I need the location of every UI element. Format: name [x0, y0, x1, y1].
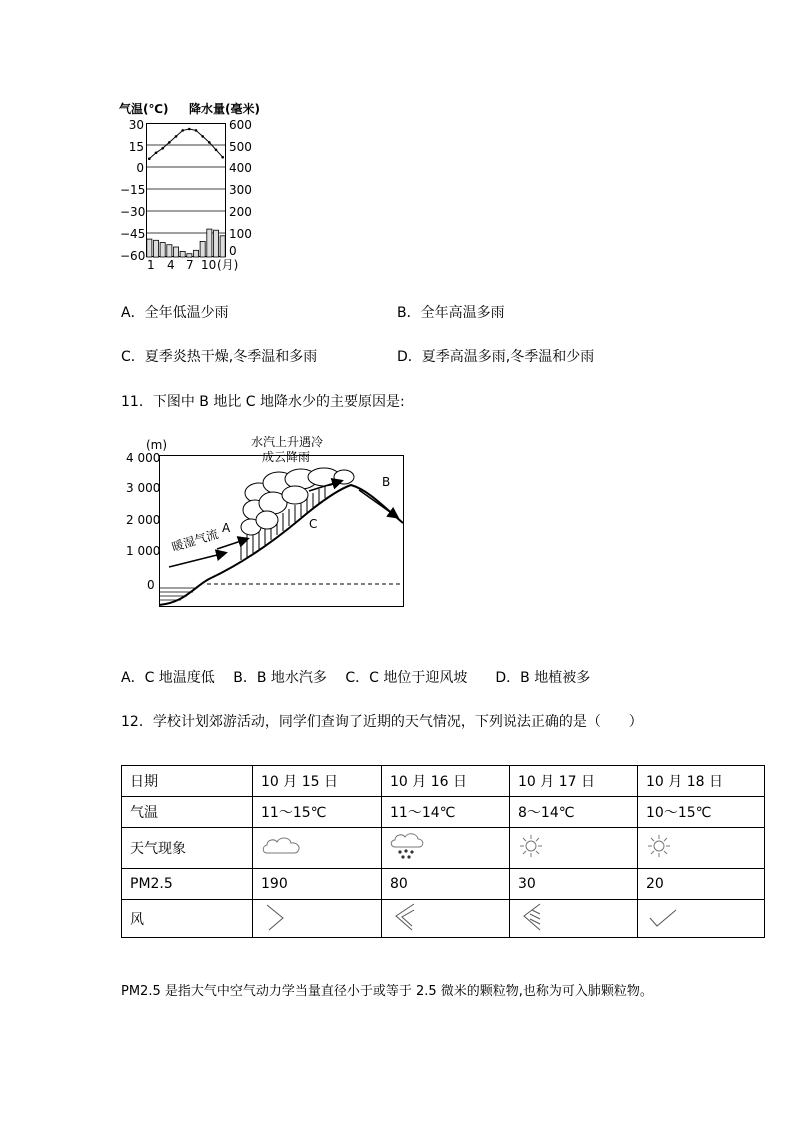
temperature-point — [175, 135, 178, 138]
precip-bar — [160, 243, 165, 258]
temp-tick: 15 — [128, 140, 144, 154]
table-header: 10 月 17 日 — [510, 766, 638, 797]
table-row — [122, 766, 765, 797]
q10-option-d: D．夏季高温多雨,冬季温和少雨 — [397, 349, 595, 365]
table-cell: 11～15℃ — [253, 797, 382, 828]
q11-stem: 11．下图中 B 地比 C 地降水少的主要原因是: — [121, 394, 405, 410]
temp-tick: −45 — [120, 227, 146, 241]
wind-symbol-icon — [518, 902, 548, 932]
sunny-icon — [646, 833, 672, 859]
temperature-point — [155, 152, 158, 155]
q10-option-a: A．全年低温少雨 — [121, 305, 229, 321]
altitude-tick: 2 000 — [126, 513, 161, 527]
temp-tick: 0 — [136, 161, 144, 175]
table-cell: 11～14℃ — [382, 797, 510, 828]
table-cell: 20 — [638, 869, 765, 900]
month-tick: 10 — [201, 258, 217, 272]
temperature-point — [181, 129, 184, 132]
wind-symbol-icon — [261, 902, 291, 932]
temp-axis-title: 气温(℃) — [119, 102, 169, 116]
q10-option-b: B．全年高温多雨 — [397, 305, 505, 321]
temperature-point — [188, 128, 191, 131]
temperature-point — [148, 157, 151, 160]
mountain-profile — [159, 455, 404, 608]
precip-bar — [220, 236, 225, 257]
table-cell: 8～14℃ — [510, 797, 638, 828]
row-label: PM2.5 — [122, 869, 253, 900]
precip-bar — [194, 250, 199, 257]
temp-tick: −30 — [120, 205, 146, 219]
precip-axis-title: 降水量(毫米) — [189, 102, 260, 116]
cloud-label: 成云降雨 — [262, 450, 311, 464]
cloudy-icon — [261, 834, 303, 858]
row-label: 气温 — [122, 797, 253, 828]
temperature-point — [168, 141, 171, 144]
temperature-point — [221, 156, 224, 159]
table-cell: 80 — [382, 869, 510, 900]
temp-tick: −60 — [120, 249, 146, 263]
table-header: 日期 — [122, 766, 253, 797]
q12-stem: 12．学校计划郊游活动，同学们查询了近期的天气情况，下列说法正确的是（ ） — [121, 714, 643, 730]
precip-bar — [147, 239, 152, 257]
month-unit: (月) — [217, 258, 239, 272]
table-header: 10 月 15 日 — [253, 766, 382, 797]
table-header: 10 月 16 日 — [382, 766, 510, 797]
label-a: A — [222, 521, 231, 535]
q10-option-c: C．夏季炎热干燥,冬季温和多雨 — [121, 349, 318, 365]
precip-bar — [187, 254, 192, 257]
temperature-line — [149, 129, 222, 159]
table-row — [122, 797, 765, 828]
cloud-label: 水汽上升遇冷 — [251, 435, 324, 449]
precip-bar — [200, 241, 205, 257]
temperature-point — [208, 141, 211, 144]
table-row — [122, 828, 765, 869]
weather-table — [121, 765, 765, 938]
altitude-tick: 1 000 — [126, 544, 161, 558]
diagram-unit: (m) — [146, 438, 168, 452]
q11-options: A．C 地温度低 B．B 地水汽多 C．C 地位于迎风坡 D．B 地植被多 — [121, 670, 591, 686]
precip-tick: 400 — [229, 161, 252, 175]
precip-bar — [167, 245, 172, 257]
temperature-point — [195, 129, 198, 132]
month-tick: 7 — [186, 258, 194, 272]
precip-bar — [214, 230, 219, 257]
precip-bar — [207, 229, 212, 257]
temperature-point — [215, 149, 218, 152]
row-label: 天气现象 — [122, 828, 253, 869]
month-tick: 1 — [147, 258, 155, 272]
table-row — [122, 869, 765, 900]
altitude-tick: 0 — [147, 578, 155, 592]
table-header: 10 月 18 日 — [638, 766, 765, 797]
temperature-point — [161, 147, 164, 150]
precip-bar — [174, 247, 179, 257]
precip-tick: 300 — [229, 183, 252, 197]
rain-icon — [390, 832, 424, 860]
temperature-point — [201, 135, 204, 138]
label-c: C — [309, 517, 318, 531]
temp-tick: −15 — [120, 183, 146, 197]
airflow-label: 暖湿气流 — [170, 526, 221, 555]
precip-tick: 200 — [229, 205, 252, 219]
wind-symbol-icon — [646, 902, 680, 932]
altitude-tick: 3 000 — [126, 481, 161, 495]
altitude-tick: 4 000 — [126, 451, 161, 465]
precip-tick: 500 — [229, 140, 252, 154]
wind-symbol-icon — [390, 902, 420, 932]
sunny-icon — [518, 833, 544, 859]
row-label: 风 — [122, 900, 253, 938]
temp-tick: 30 — [128, 118, 144, 132]
table-cell: 190 — [253, 869, 382, 900]
month-tick: 4 — [167, 258, 175, 272]
precip-bar — [154, 240, 159, 257]
table-cell: 10～15℃ — [638, 797, 765, 828]
label-b: B — [382, 475, 391, 489]
precip-tick: 600 — [229, 118, 252, 132]
table-row — [122, 900, 765, 938]
table-cell: 30 — [510, 869, 638, 900]
precip-tick: 100 — [229, 227, 252, 241]
climate-plot — [146, 123, 226, 258]
precip-tick: 0 — [229, 244, 237, 258]
pm25-note: PM2.5 是指大气中空气动力学当量直径小于或等于 2.5 微米的颗粒物,也称为可入肺颗粒物。 — [121, 984, 653, 999]
precip-bar — [180, 251, 185, 257]
